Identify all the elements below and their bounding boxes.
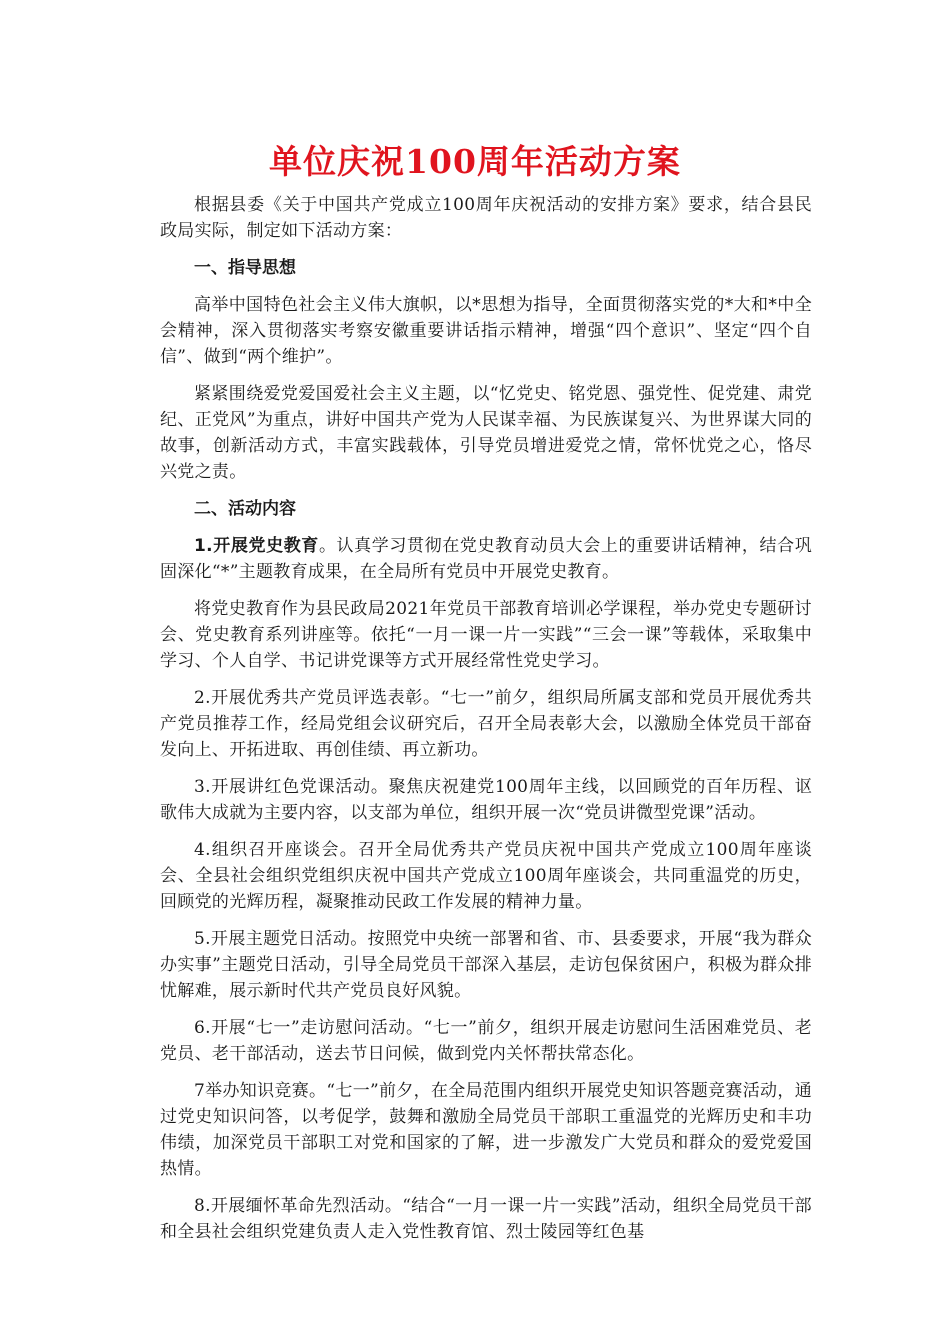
guiding-paragraph-2: 紧紧围绕爱党爱国爱社会主义主题，以“忆党史、铭党恩、强党性、促党建、肃党纪、正党风”为重点，讲好中国共产党为人民谋幸福、为民族谋复兴、为世界谋大同的故事，创新活动方式，丰富实践载体，引导党员增进爱党之情，常怀忧党之心，恪尽兴党之责。 [160,384,812,482]
activity-item-4: 4.组织召开座谈会。召开全局优秀共产党员庆祝中国共产党成立100周年座谈会、全县社会组织党组织庆祝中国共产党成立100周年座谈会，共同重温党的历史，回顾党的光辉历程，凝聚推动民政工作发展的精神力量。 [160,840,812,912]
activity-item-1-lead: 1.开展党史教育 [194,536,319,556]
activity-item-1 [160,533,812,585]
document-body [160,192,812,1256]
activity-item-7: 7举办知识竞赛。“七一”前夕，在全局范围内组织开展党史知识答题竞赛活动，通过党史知识问答，以考促学，鼓舞和激励全局党员干部职工重温党的光辉历史和丰功伟绩，加深党员干部职工对党和国家的了解，进一步激发广大党员和群众的爱党爱国热情。 [160,1081,812,1179]
guiding-paragraph-1: 高举中国特色社会主义伟大旗帜，以*思想为指导，全面贯彻落实党的*大和*中全会精神，深入贯彻落实考察安徽重要讲话指示精神，增强“四个意识”、坚定“四个自信”、做到“两个维护”。 [160,295,812,367]
intro-paragraph: 根据县委《关于中国共产党成立100周年庆祝活动的安排方案》要求，结合县民政局实际，制定如下活动方案： [160,195,812,241]
activity-item-5: 5.开展主题党日活动。按照党中央统一部署和省、市、县委要求，开展“我为群众办实事”主题党日活动，引导全局党员干部深入基层，走访包保贫困户，积极为群众排忧解难，展示新时代共产党员良好风貌。 [160,929,812,1001]
activity-item-8: 8.开展缅怀革命先烈活动。“结合“一月一课一片一实践”活动，组织全局党员干部和全县社会组织党建负责人走入党性教育馆、烈士陵园等红色基 [160,1196,812,1242]
activity-item-1-text: 。认真学习贯彻在党史教育动员大会上的重要讲话精神，结合巩固深化“*”主题教育成果，在全局所有党员中开展党史教育。 [160,536,812,582]
activity-item-3: 3.开展讲红色党课活动。聚焦庆祝建党100周年主线，以回顾党的百年历程、讴歌伟大成就为主要内容，以支部为单位，组织开展一次“党员讲微型党课”活动。 [160,777,812,823]
section-heading-guiding-ideology: 一、指导思想 [194,258,296,278]
activity-item-2: 2.开展优秀共产党员评选表彰。“七一”前夕，组织局所属支部和党员开展优秀共产党员推荐工作，经局党组会议研究后，召开全局表彰大会，以激励全体党员干部奋发向上、开拓进取、再创佳绩、再立新功。 [160,688,812,760]
activity-item-1-detail: 将党史教育作为县民政局2021年党员干部教育培训必学课程，举办党史专题研讨会、党史教育系列讲座等。依托“一月一课一片一实践”“三会一课”等载体，采取集中学习、个人自学、书记讲党课等方式开展经常性党史学习。 [160,599,812,671]
document-title: 单位庆祝100周年活动方案 [269,142,681,181]
section-heading-activities: 二、活动内容 [194,499,296,519]
activity-item-6: 6.开展“七一”走访慰问活动。“七一”前夕，组织开展走访慰问生活困难党员、老党员、老干部活动，送去节日问候，做到党内关怀帮扶常态化。 [160,1018,812,1064]
